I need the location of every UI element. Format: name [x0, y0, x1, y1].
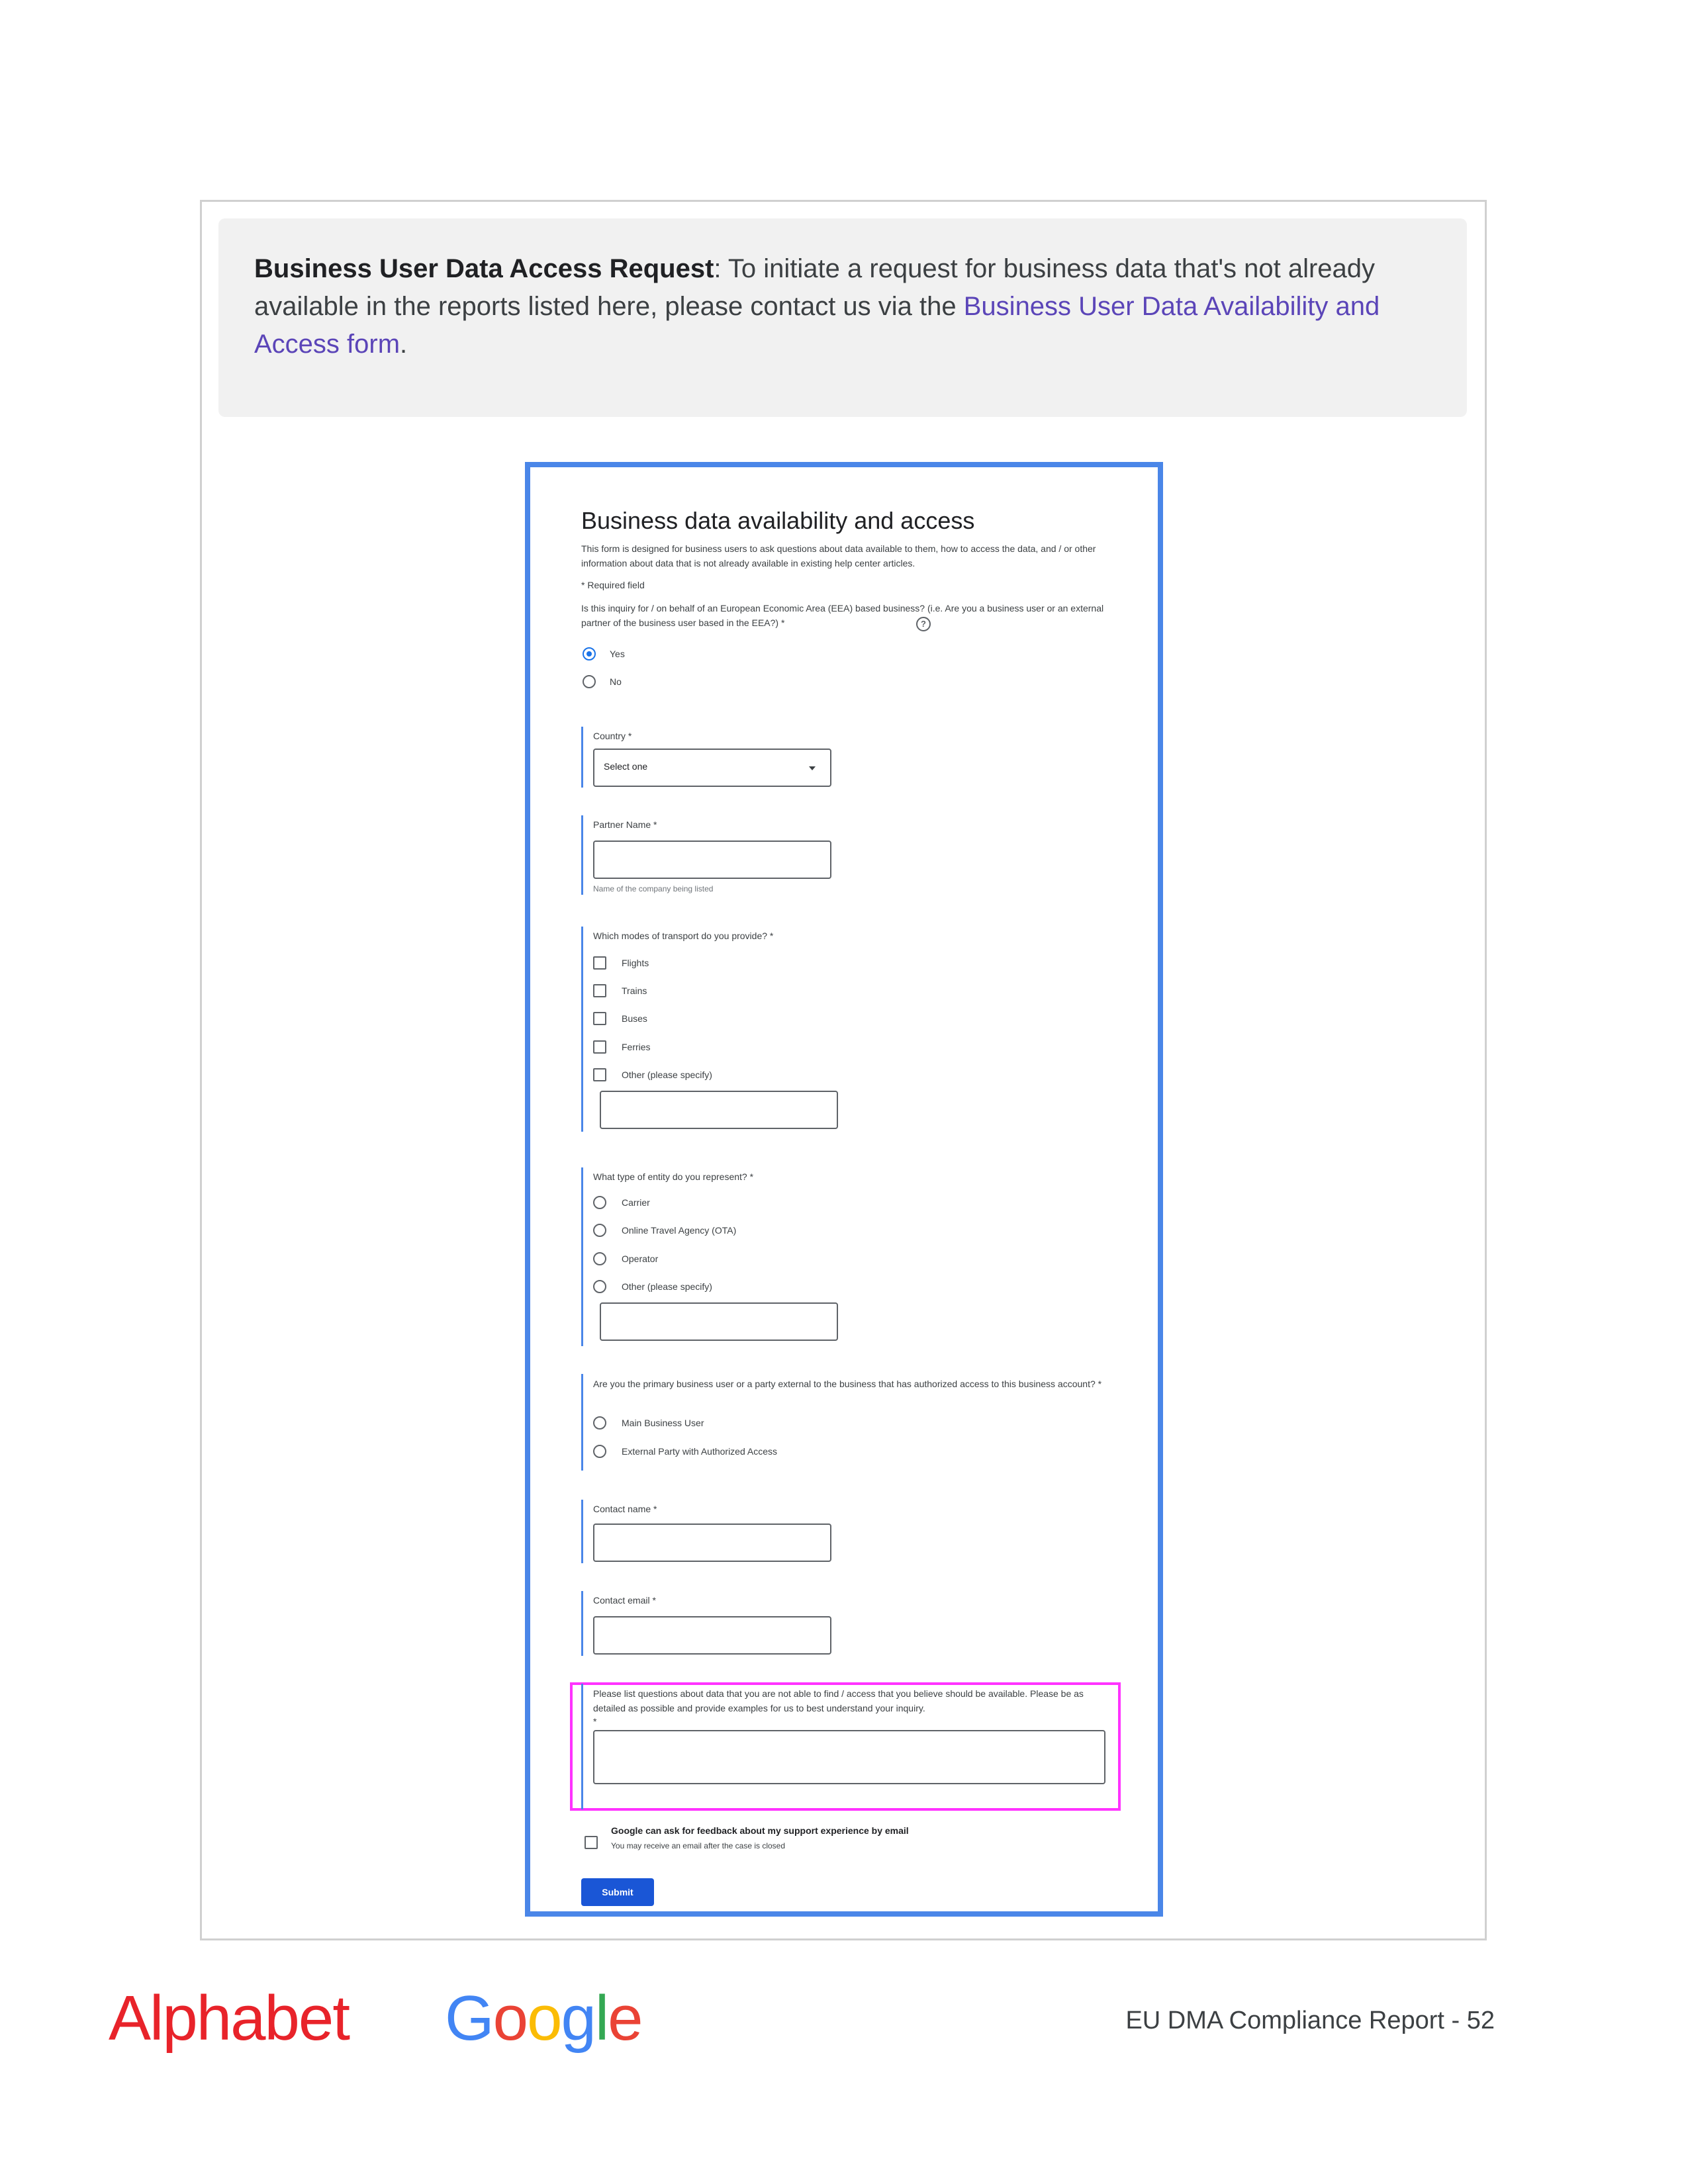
feedback-label: Google can ask for feedback about my support experience by email	[611, 1825, 909, 1836]
entity-other-field[interactable]	[600, 1302, 838, 1341]
buses-checkbox[interactable]	[593, 1012, 606, 1025]
google-logo-letter: o	[492, 1983, 528, 2054]
eea-no-label: No	[610, 676, 622, 687]
carrier-label: Carrier	[622, 1197, 650, 1208]
help-icon[interactable]: ?	[916, 617, 931, 631]
access-form-link[interactable]: Business User Data Availability and Access form	[254, 292, 1380, 359]
transport-other-checkbox[interactable]	[593, 1068, 606, 1081]
questions-label: Please list questions about data that you are not able to find / access that you believe should be available. Please be as detailed as possible and provide examples for us to best understand your inquiry.	[593, 1688, 1084, 1713]
google-logo-letter: g	[561, 1983, 595, 2054]
eea-no-radio[interactable]	[583, 675, 596, 688]
main-business-user-radio[interactable]	[593, 1416, 606, 1430]
ota-radio[interactable]	[593, 1224, 606, 1237]
operator-label: Operator	[622, 1253, 659, 1264]
chevron-down-icon	[809, 766, 816, 770]
eea-yes-label: Yes	[610, 649, 625, 659]
form-description: This form is designed for business users to ask questions about data available to them, how to access the data, and / or other information about data that is not already available in existing help center articles.	[581, 543, 1096, 569]
operator-radio[interactable]	[593, 1252, 606, 1265]
google-logo-letter: G	[445, 1983, 493, 2054]
primary-user-label: Are you the primary business user or a party external to the business that has authorized access to this business account? *	[593, 1379, 1102, 1389]
contact-email-field[interactable]	[593, 1616, 831, 1655]
questions-textarea[interactable]	[593, 1730, 1105, 1784]
external-party-label: External Party with Authorized Access	[622, 1446, 777, 1457]
section-marker	[581, 1684, 583, 1809]
data-access-form	[525, 462, 1163, 1917]
notice-heading: Business User Data Access Request	[254, 254, 714, 283]
alphabet-logo: Alphabet	[109, 1983, 349, 2054]
google-logo-letter: l	[594, 1983, 608, 2054]
entity-other-label: Other (please specify)	[622, 1281, 712, 1292]
country-select-value: Select one	[604, 761, 648, 772]
partner-name-hint: Name of the company being listed	[593, 884, 714, 893]
contact-name-field[interactable]	[593, 1524, 831, 1562]
country-label: Country *	[593, 731, 632, 741]
section-marker	[581, 815, 583, 895]
section-marker	[581, 727, 583, 788]
section-marker	[581, 1591, 583, 1656]
trains-label: Trains	[622, 985, 647, 996]
trains-checkbox[interactable]	[593, 984, 606, 997]
submit-button[interactable]: Submit	[581, 1878, 654, 1906]
ferries-label: Ferries	[622, 1042, 651, 1052]
main-business-user-label: Main Business User	[622, 1418, 704, 1428]
buses-label: Buses	[622, 1013, 647, 1024]
transport-other-field[interactable]	[600, 1091, 838, 1129]
transport-other-label: Other (please specify)	[622, 1069, 712, 1080]
partner-name-field[interactable]	[593, 841, 831, 879]
data-access-notice	[218, 218, 1467, 417]
partner-name-label: Partner Name *	[593, 819, 657, 830]
section-marker	[581, 1374, 583, 1471]
questions-required-marker: *	[593, 1716, 597, 1727]
ferries-checkbox[interactable]	[593, 1040, 606, 1054]
required-note: * Required field	[581, 580, 645, 590]
contact-name-label: Contact name *	[593, 1504, 657, 1514]
country-select[interactable]	[593, 749, 831, 787]
section-marker	[581, 1500, 583, 1563]
feedback-hint: You may receive an email after the case is closed	[611, 1841, 786, 1850]
entity-other-radio[interactable]	[593, 1280, 606, 1293]
ota-label: Online Travel Agency (OTA)	[622, 1225, 737, 1236]
section-marker	[581, 1167, 583, 1346]
feedback-checkbox[interactable]	[585, 1836, 598, 1849]
google-logo-letter: e	[608, 1983, 642, 2054]
report-page-label: EU DMA Compliance Report - 52	[1125, 2007, 1495, 2034]
entity-label: What type of entity do you represent? *	[593, 1171, 754, 1182]
carrier-radio[interactable]	[593, 1196, 606, 1209]
flights-label: Flights	[622, 958, 649, 968]
external-party-radio[interactable]	[593, 1445, 606, 1458]
section-marker	[581, 927, 583, 1132]
google-logo-letter: o	[527, 1983, 561, 2054]
form-title: Business data availability and access	[581, 507, 975, 534]
google-logo	[445, 1982, 642, 2055]
contact-email-label: Contact email *	[593, 1595, 656, 1606]
transport-label: Which modes of transport do you provide? *	[593, 931, 774, 941]
eea-yes-radio[interactable]	[583, 647, 596, 660]
notice-end: .	[400, 330, 408, 359]
notice-text: : To initiate a request for business data that's not already available in the reports listed here, please contact us via the	[254, 254, 1376, 321]
eea-question: Is this inquiry for / on behalf of an European Economic Area (EEA) based business? (i.e. Are you a business user or an external partner of the business user based in the EEA?) *	[581, 603, 1104, 628]
flights-checkbox[interactable]	[593, 956, 606, 970]
